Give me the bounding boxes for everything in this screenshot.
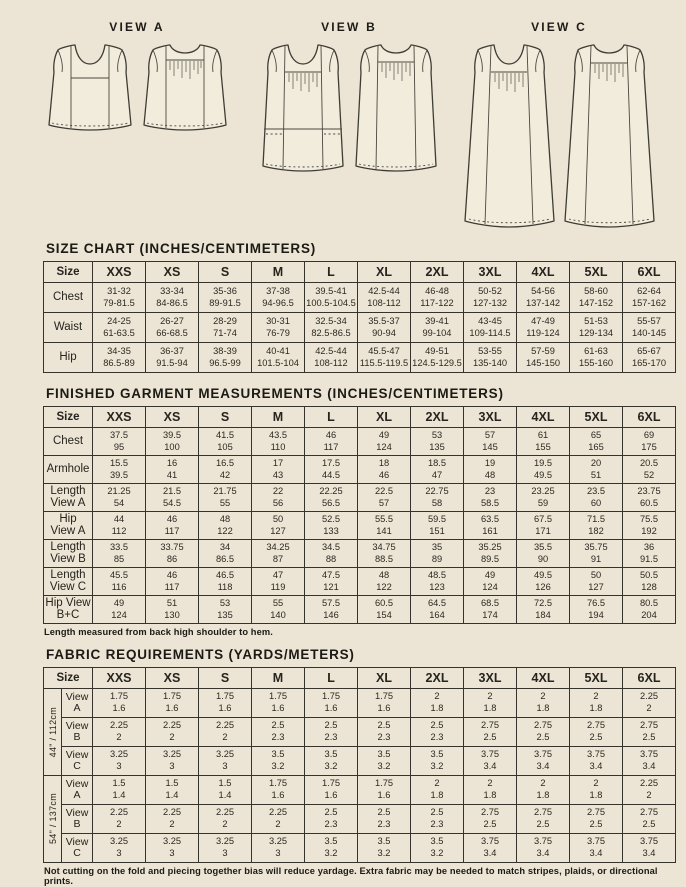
measurement-cell: 22.5 57 xyxy=(358,484,411,512)
measurement-cell: 35 89 xyxy=(411,540,464,568)
yardage-cell: 2.25 2 xyxy=(623,689,676,718)
yardage-cell: 2.75 2.5 xyxy=(464,805,517,834)
measurement-cell: 35.5-37 90-94 xyxy=(358,313,411,343)
size-column-header: 6XL xyxy=(623,407,676,428)
row-label: Chest xyxy=(44,283,93,313)
measurement-cell: 49 124 xyxy=(93,596,146,624)
yardage-cell: 3.25 3 xyxy=(93,747,146,776)
yardage-cell: 3.75 3.4 xyxy=(517,747,570,776)
measurement-cell: 71.5 182 xyxy=(570,512,623,540)
row-label: Armhole xyxy=(44,456,93,484)
corner-size-header: Size xyxy=(44,407,93,428)
table-row xyxy=(44,718,676,747)
yardage-cell: 1.75 1.6 xyxy=(358,776,411,805)
yardage-cell: 3.5 3.2 xyxy=(358,834,411,863)
table-row xyxy=(44,776,676,805)
corner-size-header: Size xyxy=(44,668,93,689)
measurement-cell: 21.25 54 xyxy=(93,484,146,512)
measurement-cell: 68.5 174 xyxy=(464,596,517,624)
size-column-header: 4XL xyxy=(517,262,570,283)
measurement-cell: 23 58.5 xyxy=(464,484,517,512)
finished-garment-footnote: Length measured from back high shoulder to hem. xyxy=(44,627,273,637)
measurement-cell: 48.5 123 xyxy=(411,568,464,596)
table-row xyxy=(44,428,676,456)
measurement-cell: 53 135 xyxy=(199,596,252,624)
measurement-cell: 60.5 154 xyxy=(358,596,411,624)
yardage-cell: 3.5 3.2 xyxy=(358,747,411,776)
measurement-cell: 49 124 xyxy=(464,568,517,596)
yardage-cell: 3.25 3 xyxy=(146,834,199,863)
yardage-cell: 1.75 1.6 xyxy=(146,689,199,718)
measurement-cell: 51-53 129-134 xyxy=(570,313,623,343)
yardage-cell: 1.5 1.4 xyxy=(93,776,146,805)
measurement-cell: 50 127 xyxy=(252,512,305,540)
view-a-illustrations xyxy=(44,39,230,136)
view-b-front-illustration xyxy=(260,39,346,177)
measurement-cell: 59.5 151 xyxy=(411,512,464,540)
finished-garment-section xyxy=(43,386,677,637)
size-chart-section xyxy=(43,241,677,373)
measurement-cell: 34.75 88.5 xyxy=(358,540,411,568)
measurement-cell: 24-25 61-63.5 xyxy=(93,313,146,343)
yardage-cell: 2.5 2.3 xyxy=(305,718,358,747)
yardage-cell: 2.25 2 xyxy=(93,718,146,747)
measurement-cell: 61-63 155-160 xyxy=(570,343,623,373)
measurement-cell: 35.25 89.5 xyxy=(464,540,517,568)
yardage-cell: 1.75 1.6 xyxy=(358,689,411,718)
table-row xyxy=(44,456,676,484)
finished-garment-table-mount xyxy=(43,406,677,624)
measurement-cell: 19 48 xyxy=(464,456,517,484)
yardage-cell: 2.75 2.5 xyxy=(623,718,676,747)
measurement-cell: 61 155 xyxy=(517,428,570,456)
size-column-header: S xyxy=(199,262,252,283)
measurement-cell: 52.5 133 xyxy=(305,512,358,540)
row-label: View B xyxy=(62,805,93,834)
measurement-cell: 57 145 xyxy=(464,428,517,456)
view-a-section xyxy=(44,20,230,136)
yardage-cell: 3.75 3.4 xyxy=(623,747,676,776)
yardage-cell: 2 1.8 xyxy=(464,776,517,805)
measurement-cell: 36-37 91.5-94 xyxy=(146,343,199,373)
fabric-requirements-section xyxy=(43,647,677,886)
measurement-cell: 62-64 157-162 xyxy=(623,283,676,313)
size-column-header: M xyxy=(252,668,305,689)
measurement-cell: 17.5 44.5 xyxy=(305,456,358,484)
yardage-cell: 1.75 1.6 xyxy=(305,689,358,718)
size-column-header: 3XL xyxy=(464,262,517,283)
yardage-cell: 3.25 3 xyxy=(93,834,146,863)
measurement-cell: 18 46 xyxy=(358,456,411,484)
size-column-header: XS xyxy=(146,407,199,428)
yardage-cell: 3.75 3.4 xyxy=(623,834,676,863)
measurement-cell: 19.5 49.5 xyxy=(517,456,570,484)
measurement-cell: 20.5 52 xyxy=(623,456,676,484)
measurement-cell: 33.75 86 xyxy=(146,540,199,568)
measurement-cell: 45.5 116 xyxy=(93,568,146,596)
row-label: Length View A xyxy=(44,484,93,512)
fabric-width-group-label: 54" / 137cm xyxy=(44,776,62,863)
corner-size-header: Size xyxy=(44,262,93,283)
row-label: View A xyxy=(62,776,93,805)
size-chart-title: SIZE CHART (INCHES/CENTIMETERS) xyxy=(46,241,317,256)
measurement-cell: 43-45 109-114.5 xyxy=(464,313,517,343)
yardage-cell: 1.5 1.4 xyxy=(199,776,252,805)
measurement-cell: 23.75 60.5 xyxy=(623,484,676,512)
yardage-cell: 2.25 2 xyxy=(199,718,252,747)
yardage-cell: 2.5 2.3 xyxy=(252,718,305,747)
size-column-header: L xyxy=(305,668,358,689)
measurement-cell: 34 86.5 xyxy=(199,540,252,568)
measurement-cell: 21.75 55 xyxy=(199,484,252,512)
measurement-cell: 76.5 194 xyxy=(570,596,623,624)
fabric-requirements-title: FABRIC REQUIREMENTS (YARDS/METERS) xyxy=(46,647,355,662)
row-label: Chest xyxy=(44,428,93,456)
measurement-cell: 49 124 xyxy=(358,428,411,456)
measurement-cell: 50-52 127-132 xyxy=(464,283,517,313)
measurement-cell: 64.5 164 xyxy=(411,596,464,624)
fabric-requirements-table xyxy=(43,667,676,863)
measurement-cell: 35-36 89-91.5 xyxy=(199,283,252,313)
yardage-cell: 1.75 1.6 xyxy=(199,689,252,718)
table-row xyxy=(44,313,676,343)
row-label: Hip View B+C xyxy=(44,596,93,624)
view-b-section xyxy=(259,20,439,177)
yardage-cell: 2 1.8 xyxy=(464,689,517,718)
yardage-cell: 2.25 2 xyxy=(146,805,199,834)
measurement-cell: 34-35 86.5-89 xyxy=(93,343,146,373)
yardage-cell: 1.75 1.6 xyxy=(252,689,305,718)
view-b-label: VIEW B xyxy=(321,20,377,34)
row-label: View C xyxy=(62,834,93,863)
table-row xyxy=(44,343,676,373)
yardage-cell: 3.75 3.4 xyxy=(570,747,623,776)
measurement-cell: 32.5-34 82.5-86.5 xyxy=(305,313,358,343)
measurement-cell: 22.25 56.5 xyxy=(305,484,358,512)
table-row xyxy=(44,834,676,863)
fabric-requirements-table-mount xyxy=(43,667,677,863)
yardage-cell: 3.75 3.4 xyxy=(464,834,517,863)
measurement-cell: 58-60 147-152 xyxy=(570,283,623,313)
measurement-cell: 63.5 161 xyxy=(464,512,517,540)
yardage-cell: 3.5 3.2 xyxy=(411,834,464,863)
size-column-header: 6XL xyxy=(623,668,676,689)
row-label: Hip View A xyxy=(44,512,93,540)
yardage-cell: 2.25 2 xyxy=(146,718,199,747)
size-column-header: 2XL xyxy=(411,262,464,283)
measurement-cell: 37.5 95 xyxy=(93,428,146,456)
row-label: Hip xyxy=(44,343,93,373)
row-label: Waist xyxy=(44,313,93,343)
size-chart-table-mount xyxy=(43,261,677,373)
yardage-cell: 2.5 2.3 xyxy=(358,805,411,834)
table-row xyxy=(44,747,676,776)
size-column-header: XS xyxy=(146,668,199,689)
measurement-cell: 22.75 58 xyxy=(411,484,464,512)
yardage-cell: 2.75 2.5 xyxy=(623,805,676,834)
measurement-cell: 15.5 39.5 xyxy=(93,456,146,484)
view-a-front-illustration xyxy=(46,39,134,136)
yardage-cell: 3.5 3.2 xyxy=(305,834,358,863)
measurement-cell: 34.5 88 xyxy=(305,540,358,568)
measurement-cell: 28-29 71-74 xyxy=(199,313,252,343)
measurement-cell: 31-32 79-81.5 xyxy=(93,283,146,313)
size-column-header: XXS xyxy=(93,668,146,689)
row-label: View B xyxy=(62,718,93,747)
table-row xyxy=(44,283,676,313)
view-b-back-illustration xyxy=(353,39,439,177)
size-column-header: 4XL xyxy=(517,407,570,428)
yardage-cell: 2.75 2.5 xyxy=(464,718,517,747)
size-column-header: XL xyxy=(358,407,411,428)
view-c-section xyxy=(459,20,659,233)
yardage-cell: 3.25 3 xyxy=(252,834,305,863)
measurement-cell: 41.5 105 xyxy=(199,428,252,456)
yardage-cell: 3.5 3.2 xyxy=(305,747,358,776)
measurement-cell: 39-41 99-104 xyxy=(411,313,464,343)
yardage-cell: 2 1.8 xyxy=(570,776,623,805)
measurement-cell: 47 119 xyxy=(252,568,305,596)
measurement-cell: 65-67 165-170 xyxy=(623,343,676,373)
measurement-cell: 65 165 xyxy=(570,428,623,456)
header-row xyxy=(44,668,676,689)
size-column-header: XXS xyxy=(93,407,146,428)
size-column-header: 4XL xyxy=(517,668,570,689)
yardage-cell: 2 1.8 xyxy=(517,776,570,805)
yardage-cell: 2.5 2.3 xyxy=(411,805,464,834)
measurement-cell: 37-38 94-96.5 xyxy=(252,283,305,313)
measurement-cell: 17 43 xyxy=(252,456,305,484)
yardage-cell: 3.75 3.4 xyxy=(570,834,623,863)
yardage-cell: 2.25 2 xyxy=(93,805,146,834)
garment-outline xyxy=(356,45,436,171)
measurement-cell: 36 91.5 xyxy=(623,540,676,568)
yardage-cell: 2.75 2.5 xyxy=(570,718,623,747)
size-column-header: 3XL xyxy=(464,407,517,428)
yardage-cell: 2 1.8 xyxy=(517,689,570,718)
size-column-header: S xyxy=(199,407,252,428)
measurement-cell: 35.5 90 xyxy=(517,540,570,568)
view-b-illustrations xyxy=(259,39,439,177)
measurement-cell: 48 122 xyxy=(199,512,252,540)
measurement-cell: 46 117 xyxy=(146,568,199,596)
measurement-cell: 30-31 76-79 xyxy=(252,313,305,343)
measurement-cell: 21.5 54.5 xyxy=(146,484,199,512)
yardage-cell: 2.25 2 xyxy=(199,805,252,834)
measurement-cell: 46 117 xyxy=(146,512,199,540)
size-chart-table xyxy=(43,261,676,373)
view-a-label: VIEW A xyxy=(109,20,165,34)
measurement-cell: 18.5 47 xyxy=(411,456,464,484)
measurement-cell: 35.75 91 xyxy=(570,540,623,568)
yardage-cell: 1.75 1.6 xyxy=(305,776,358,805)
yardage-cell: 3.25 3 xyxy=(146,747,199,776)
measurement-cell: 50.5 128 xyxy=(623,568,676,596)
size-column-header: L xyxy=(305,407,358,428)
measurement-cell: 44 112 xyxy=(93,512,146,540)
table-row xyxy=(44,540,676,568)
measurement-cell: 69 175 xyxy=(623,428,676,456)
yardage-cell: 2.25 2 xyxy=(252,805,305,834)
size-column-header: S xyxy=(199,668,252,689)
row-label: Length View B xyxy=(44,540,93,568)
view-c-front-illustration xyxy=(463,39,556,233)
yardage-cell: 2.75 2.5 xyxy=(517,805,570,834)
measurement-cell: 75.5 192 xyxy=(623,512,676,540)
measurement-cell: 51 130 xyxy=(146,596,199,624)
measurement-cell: 38-39 96.5-99 xyxy=(199,343,252,373)
yardage-cell: 3.75 3.4 xyxy=(517,834,570,863)
size-column-header: M xyxy=(252,407,305,428)
measurement-cell: 45.5-47 115.5-119.5 xyxy=(358,343,411,373)
size-column-header: 6XL xyxy=(623,262,676,283)
view-c-label: VIEW C xyxy=(531,20,587,34)
measurement-cell: 48 122 xyxy=(358,568,411,596)
fabric-requirements-footnote: Not cutting on the fold and piecing together bias will reduce yardage. Extra fabric may be needed to match stripes, plaids, or directional prints. xyxy=(44,866,658,886)
yardage-cell: 2.25 2 xyxy=(623,776,676,805)
measurement-cell: 49-51 124.5-129.5 xyxy=(411,343,464,373)
yardage-cell: 1.5 1.4 xyxy=(146,776,199,805)
measurement-cell: 23.25 59 xyxy=(517,484,570,512)
size-column-header: 5XL xyxy=(570,262,623,283)
yardage-cell: 1.75 1.6 xyxy=(252,776,305,805)
size-column-header: XS xyxy=(146,262,199,283)
measurement-cell: 46.5 118 xyxy=(199,568,252,596)
yardage-cell: 3.5 3.2 xyxy=(252,747,305,776)
measurement-cell: 53-55 135-140 xyxy=(464,343,517,373)
measurement-cell: 55-57 140-145 xyxy=(623,313,676,343)
yardage-cell: 2.5 2.3 xyxy=(358,718,411,747)
row-label: View C xyxy=(62,747,93,776)
measurement-cell: 55 140 xyxy=(252,596,305,624)
size-column-header: XL xyxy=(358,668,411,689)
row-label: View A xyxy=(62,689,93,718)
measurement-cell: 39.5-41 100.5-104.5 xyxy=(305,283,358,313)
size-column-header: M xyxy=(252,262,305,283)
yardage-cell: 2.5 2.3 xyxy=(411,718,464,747)
size-column-header: 5XL xyxy=(570,407,623,428)
garment-outline xyxy=(263,45,343,171)
header-row xyxy=(44,262,676,283)
header-row xyxy=(44,407,676,428)
measurement-cell: 23.5 60 xyxy=(570,484,623,512)
measurement-cell: 55.5 141 xyxy=(358,512,411,540)
finished-garment-measurements-table xyxy=(43,406,676,624)
measurement-cell: 53 135 xyxy=(411,428,464,456)
yardage-cell: 3.25 3 xyxy=(199,834,252,863)
measurement-cell: 46-48 117-122 xyxy=(411,283,464,313)
table-row xyxy=(44,596,676,624)
size-column-header: XXS xyxy=(93,262,146,283)
measurement-cell: 39.5 100 xyxy=(146,428,199,456)
measurement-cell: 57.5 146 xyxy=(305,596,358,624)
measurement-cell: 47-49 119-124 xyxy=(517,313,570,343)
measurement-cell: 20 51 xyxy=(570,456,623,484)
finished-garment-title: FINISHED GARMENT MEASUREMENTS (INCHES/CENTIMETERS) xyxy=(46,386,504,401)
measurement-cell: 26-27 66-68.5 xyxy=(146,313,199,343)
yardage-cell: 2.75 2.5 xyxy=(570,805,623,834)
measurement-cell: 42.5-44 108-112 xyxy=(358,283,411,313)
measurement-cell: 16 41 xyxy=(146,456,199,484)
measurement-cell: 42.5-44 108-112 xyxy=(305,343,358,373)
row-label: Length View C xyxy=(44,568,93,596)
table-row xyxy=(44,512,676,540)
measurement-cell: 47.5 121 xyxy=(305,568,358,596)
table-row xyxy=(44,689,676,718)
table-row xyxy=(44,805,676,834)
yardage-cell: 1.75 1.6 xyxy=(93,689,146,718)
yardage-cell: 3.75 3.4 xyxy=(464,747,517,776)
measurement-cell: 33.5 85 xyxy=(93,540,146,568)
measurement-cell: 16.5 42 xyxy=(199,456,252,484)
measurement-cell: 50 127 xyxy=(570,568,623,596)
measurement-cell: 34.25 87 xyxy=(252,540,305,568)
yardage-cell: 2 1.8 xyxy=(411,689,464,718)
measurement-cell: 43.5 110 xyxy=(252,428,305,456)
yardage-cell: 3.25 3 xyxy=(199,747,252,776)
measurement-cell: 80.5 204 xyxy=(623,596,676,624)
size-column-header: L xyxy=(305,262,358,283)
view-c-back-illustration xyxy=(563,39,656,233)
measurement-cell: 33-34 84-86.5 xyxy=(146,283,199,313)
fabric-width-group-label: 44" / 112cm xyxy=(44,689,62,776)
measurement-cell: 40-41 101.5-104 xyxy=(252,343,305,373)
measurement-cell: 54-56 137-142 xyxy=(517,283,570,313)
view-a-back-illustration xyxy=(141,39,229,136)
measurement-cell: 72.5 184 xyxy=(517,596,570,624)
size-column-header: 5XL xyxy=(570,668,623,689)
table-row xyxy=(44,484,676,512)
garment-outline xyxy=(565,45,654,227)
yardage-cell: 3.5 3.2 xyxy=(411,747,464,776)
view-c-illustrations xyxy=(459,39,659,233)
size-column-header: 3XL xyxy=(464,668,517,689)
measurement-cell: 57-59 145-150 xyxy=(517,343,570,373)
yardage-cell: 2 1.8 xyxy=(411,776,464,805)
yardage-cell: 2.75 2.5 xyxy=(517,718,570,747)
yardage-cell: 2.5 2.3 xyxy=(305,805,358,834)
table-row xyxy=(44,568,676,596)
size-column-header: 2XL xyxy=(411,668,464,689)
yardage-cell: 2 1.8 xyxy=(570,689,623,718)
measurement-cell: 46 117 xyxy=(305,428,358,456)
measurement-cell: 49.5 126 xyxy=(517,568,570,596)
measurement-cell: 22 56 xyxy=(252,484,305,512)
size-column-header: XL xyxy=(358,262,411,283)
size-column-header: 2XL xyxy=(411,407,464,428)
measurement-cell: 67.5 171 xyxy=(517,512,570,540)
